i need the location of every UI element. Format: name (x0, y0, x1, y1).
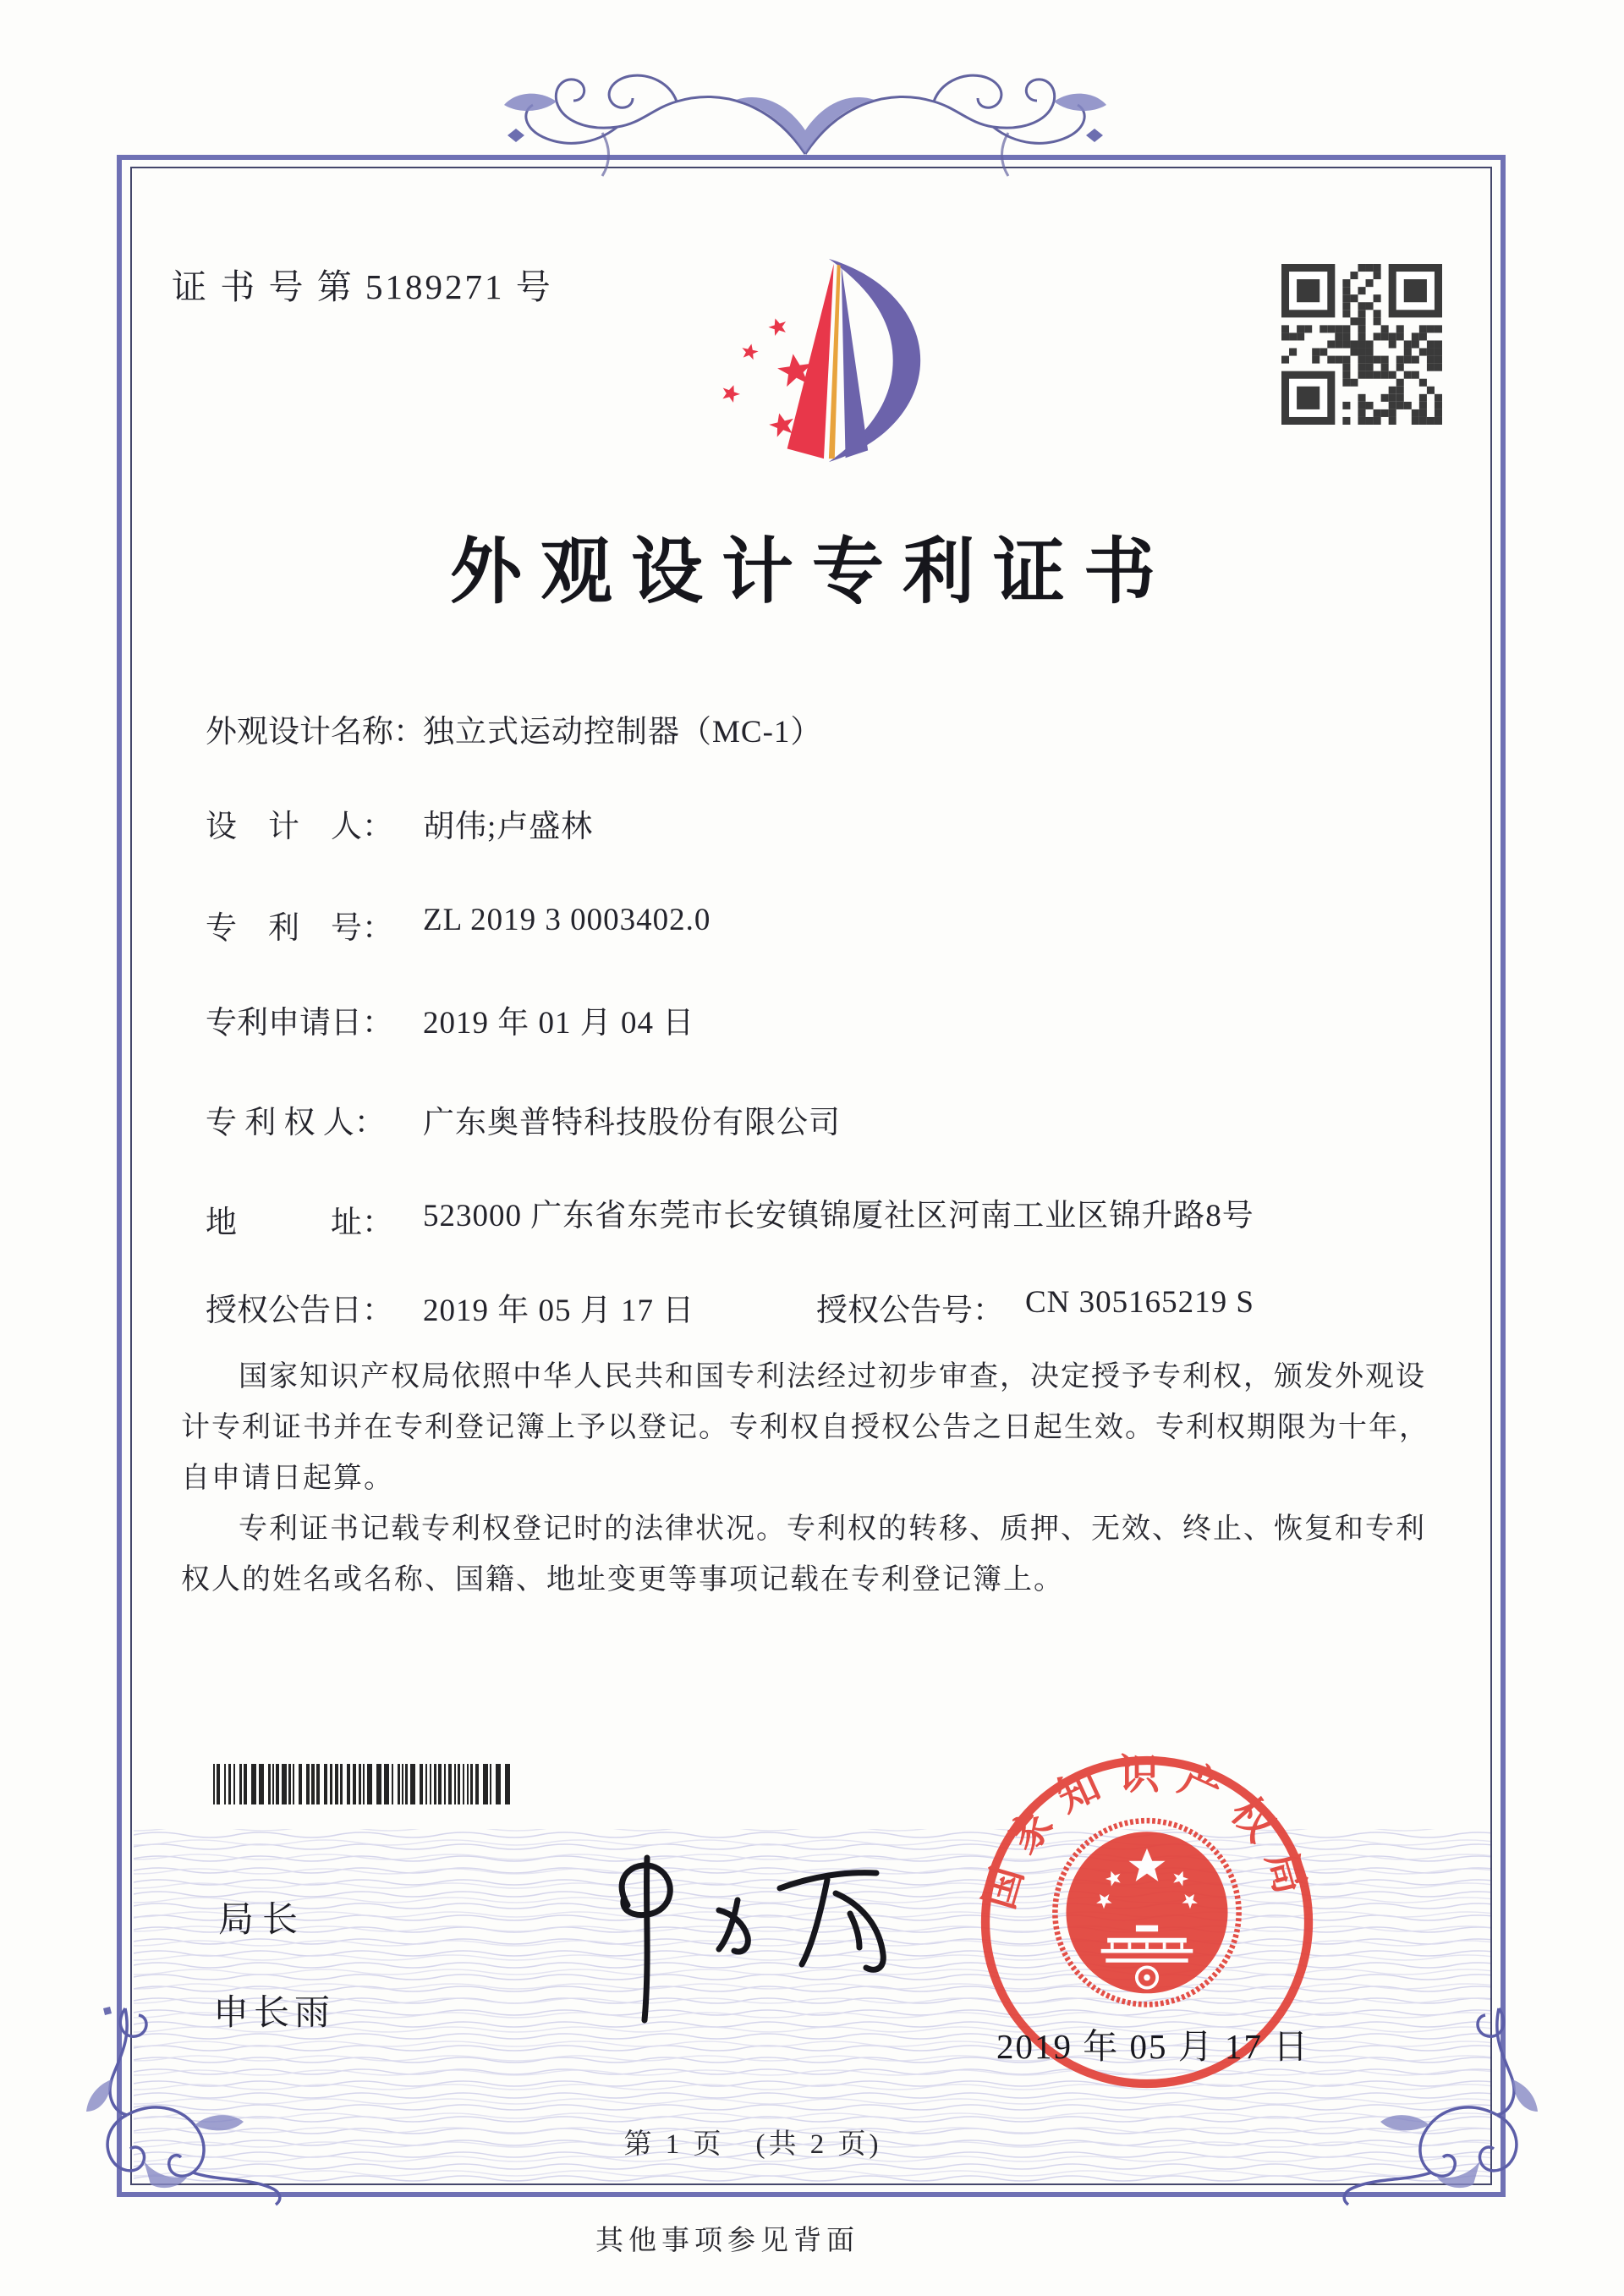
director-name: 申长雨 (213, 1994, 336, 2033)
top-flourish-ornament (484, 52, 1127, 200)
logo-purple-wedge (842, 266, 869, 458)
cnipa-logo (695, 252, 949, 469)
director-signature (584, 1844, 922, 2039)
field-value: 独立式运动控制器（MC-1） (423, 715, 823, 750)
director-title: 局长 (218, 1901, 307, 1940)
seal-date: 2019 年 05 月 17 日 (996, 2027, 1310, 2066)
grant-date-value: 2019 年 05 月 17 日 (423, 1294, 695, 1328)
certificate-number: 证 书 号 第 5189271 号 (172, 267, 553, 306)
legal-text-block (181, 1352, 1443, 1606)
field-label: 专利申请日： (206, 1006, 393, 1041)
seal-text: 国家知识产权局 (976, 1752, 1318, 1914)
field-value: 广东奥普特科技股份有限公司 (423, 1106, 841, 1140)
field-value: ZL 2019 3 0003402.0 (423, 903, 711, 937)
page-number-footer: 第 1 页 (共 2 页) (623, 2129, 882, 2160)
field-value: 523000 广东省东莞市长安镇锦厦社区河南工业区锦升路8号 (423, 1199, 1254, 1233)
field-label: 地 址： (206, 1206, 393, 1240)
field-value: 胡伟;卢盛林 (423, 810, 594, 844)
grant-date-label: 授权公告日： (206, 1294, 393, 1328)
legal-paragraph-1: 国家知识产权局依照中华人民共和国专利法经过初步审查，决定授予专利权，颁发外观设计专利证书并在专利登记簿上予以登记。专利权自授权公告之日起生效。专利权期限为十年，自申请日起算。 (181, 1361, 1429, 1494)
field-label: 专 利 权 人： (206, 1106, 386, 1140)
field-label: 专 利 号： (206, 911, 393, 946)
grant-number-label: 授权公告号： (816, 1294, 1004, 1328)
grant-number-value: CN 305165219 S (1025, 1285, 1254, 1320)
barcode (211, 1764, 513, 1804)
back-side-note: 其他事项参见背面 (595, 2226, 859, 2256)
qr-code (1281, 264, 1442, 425)
field-value: 2019 年 01 月 04 日 (423, 1006, 695, 1041)
certificate-title: 外观设计专利证书 (449, 533, 1174, 612)
bottom-right-corner-ornament (1340, 2007, 1543, 2227)
bottom-left-corner-ornament (81, 2007, 284, 2227)
field-label: 设 计 人： (206, 810, 393, 844)
legal-paragraph-2: 专利证书记载专利权登记时的法律状况。专利权的转移、质押、无效、终止、恢复和专利权人的姓名或名称、国籍、地址变更等事项记载在专利登记簿上。 (181, 1513, 1426, 1596)
field-label: 外观设计名称： (206, 715, 425, 750)
seal-national-emblem (1055, 1821, 1238, 2004)
